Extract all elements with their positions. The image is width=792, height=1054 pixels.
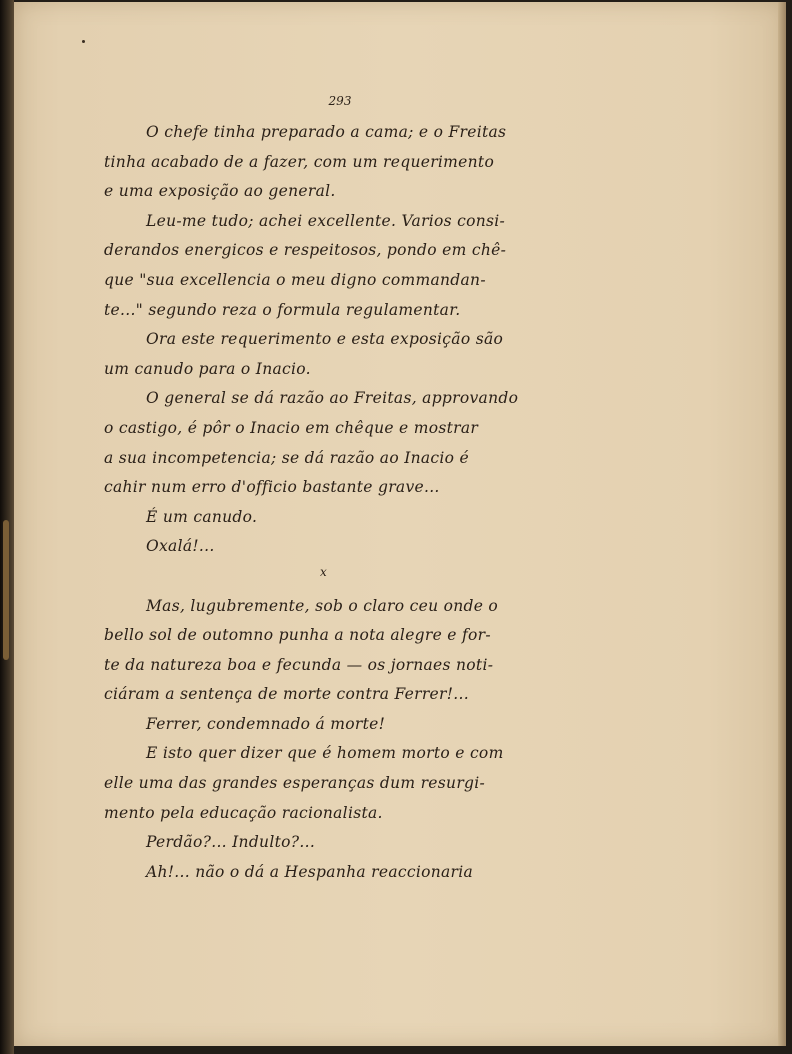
text-line: E isto quer dizer que é homem morto e com [146,744,504,763]
page-number: 293 [328,94,352,108]
text-line: te..." segundo reza o formula regulamentar. [104,300,461,319]
text-line: o castigo, é pôr o Inacio em chêque e mostrar [104,418,479,437]
text-line: tinha acabado de a fazer, com um requerimento [104,152,495,171]
page-edge [778,2,786,1046]
text-line: derandos energicos e respeitosos, pondo em chê- [104,241,507,260]
text-line: te da natureza boa e fecunda — os jornaes noti- [104,655,494,674]
text-line: Ora este requerimento e esta exposição são [146,330,504,349]
text-line: Leu-me tudo; achei excellente. Varios consi- [146,211,506,230]
text-line: Ah!... não o dá a Hespanha reaccionaria [146,862,474,881]
book-binding [0,0,14,1054]
text-line: É um canudo. [146,507,258,526]
section-mark: x [320,564,328,579]
section-break [104,562,604,592]
text-line: Ferrer, condemnado á morte! [146,714,386,733]
text-line: O general se dá razão ao Freitas, approvando [146,389,519,408]
text-line: Mas, lugubremente, sob o claro ceu onde o [146,596,499,615]
text-line: e uma exposição ao general. [104,182,336,201]
text-line: cahir num erro d'officio bastante grave... [104,478,440,497]
text-line: a sua incompetencia; se dá razão ao Inacio é [104,448,470,467]
text-line: um canudo para o Inacio. [104,359,311,378]
text-line: que "sua excellencia o meu digno commandan- [104,270,486,289]
text-line: bello sol de outomno punha a nota alegre e for- [104,626,491,645]
text-line: Oxalá!... [146,537,215,556]
handwritten-text [104,118,604,887]
ink-speck [82,40,85,43]
text-line: elle uma das grandes esperanças dum resurgi- [104,774,486,793]
text-line: mento pela educação racionalista. [104,803,383,822]
text-line: O chefe tinha preparado a cama; e o Freitas [146,123,507,141]
text-line: Perdão?... Indulto?... [146,833,316,852]
text-line: ciáram a sentença de morte contra Ferrer!... [104,685,469,704]
binding-thread [3,520,9,660]
